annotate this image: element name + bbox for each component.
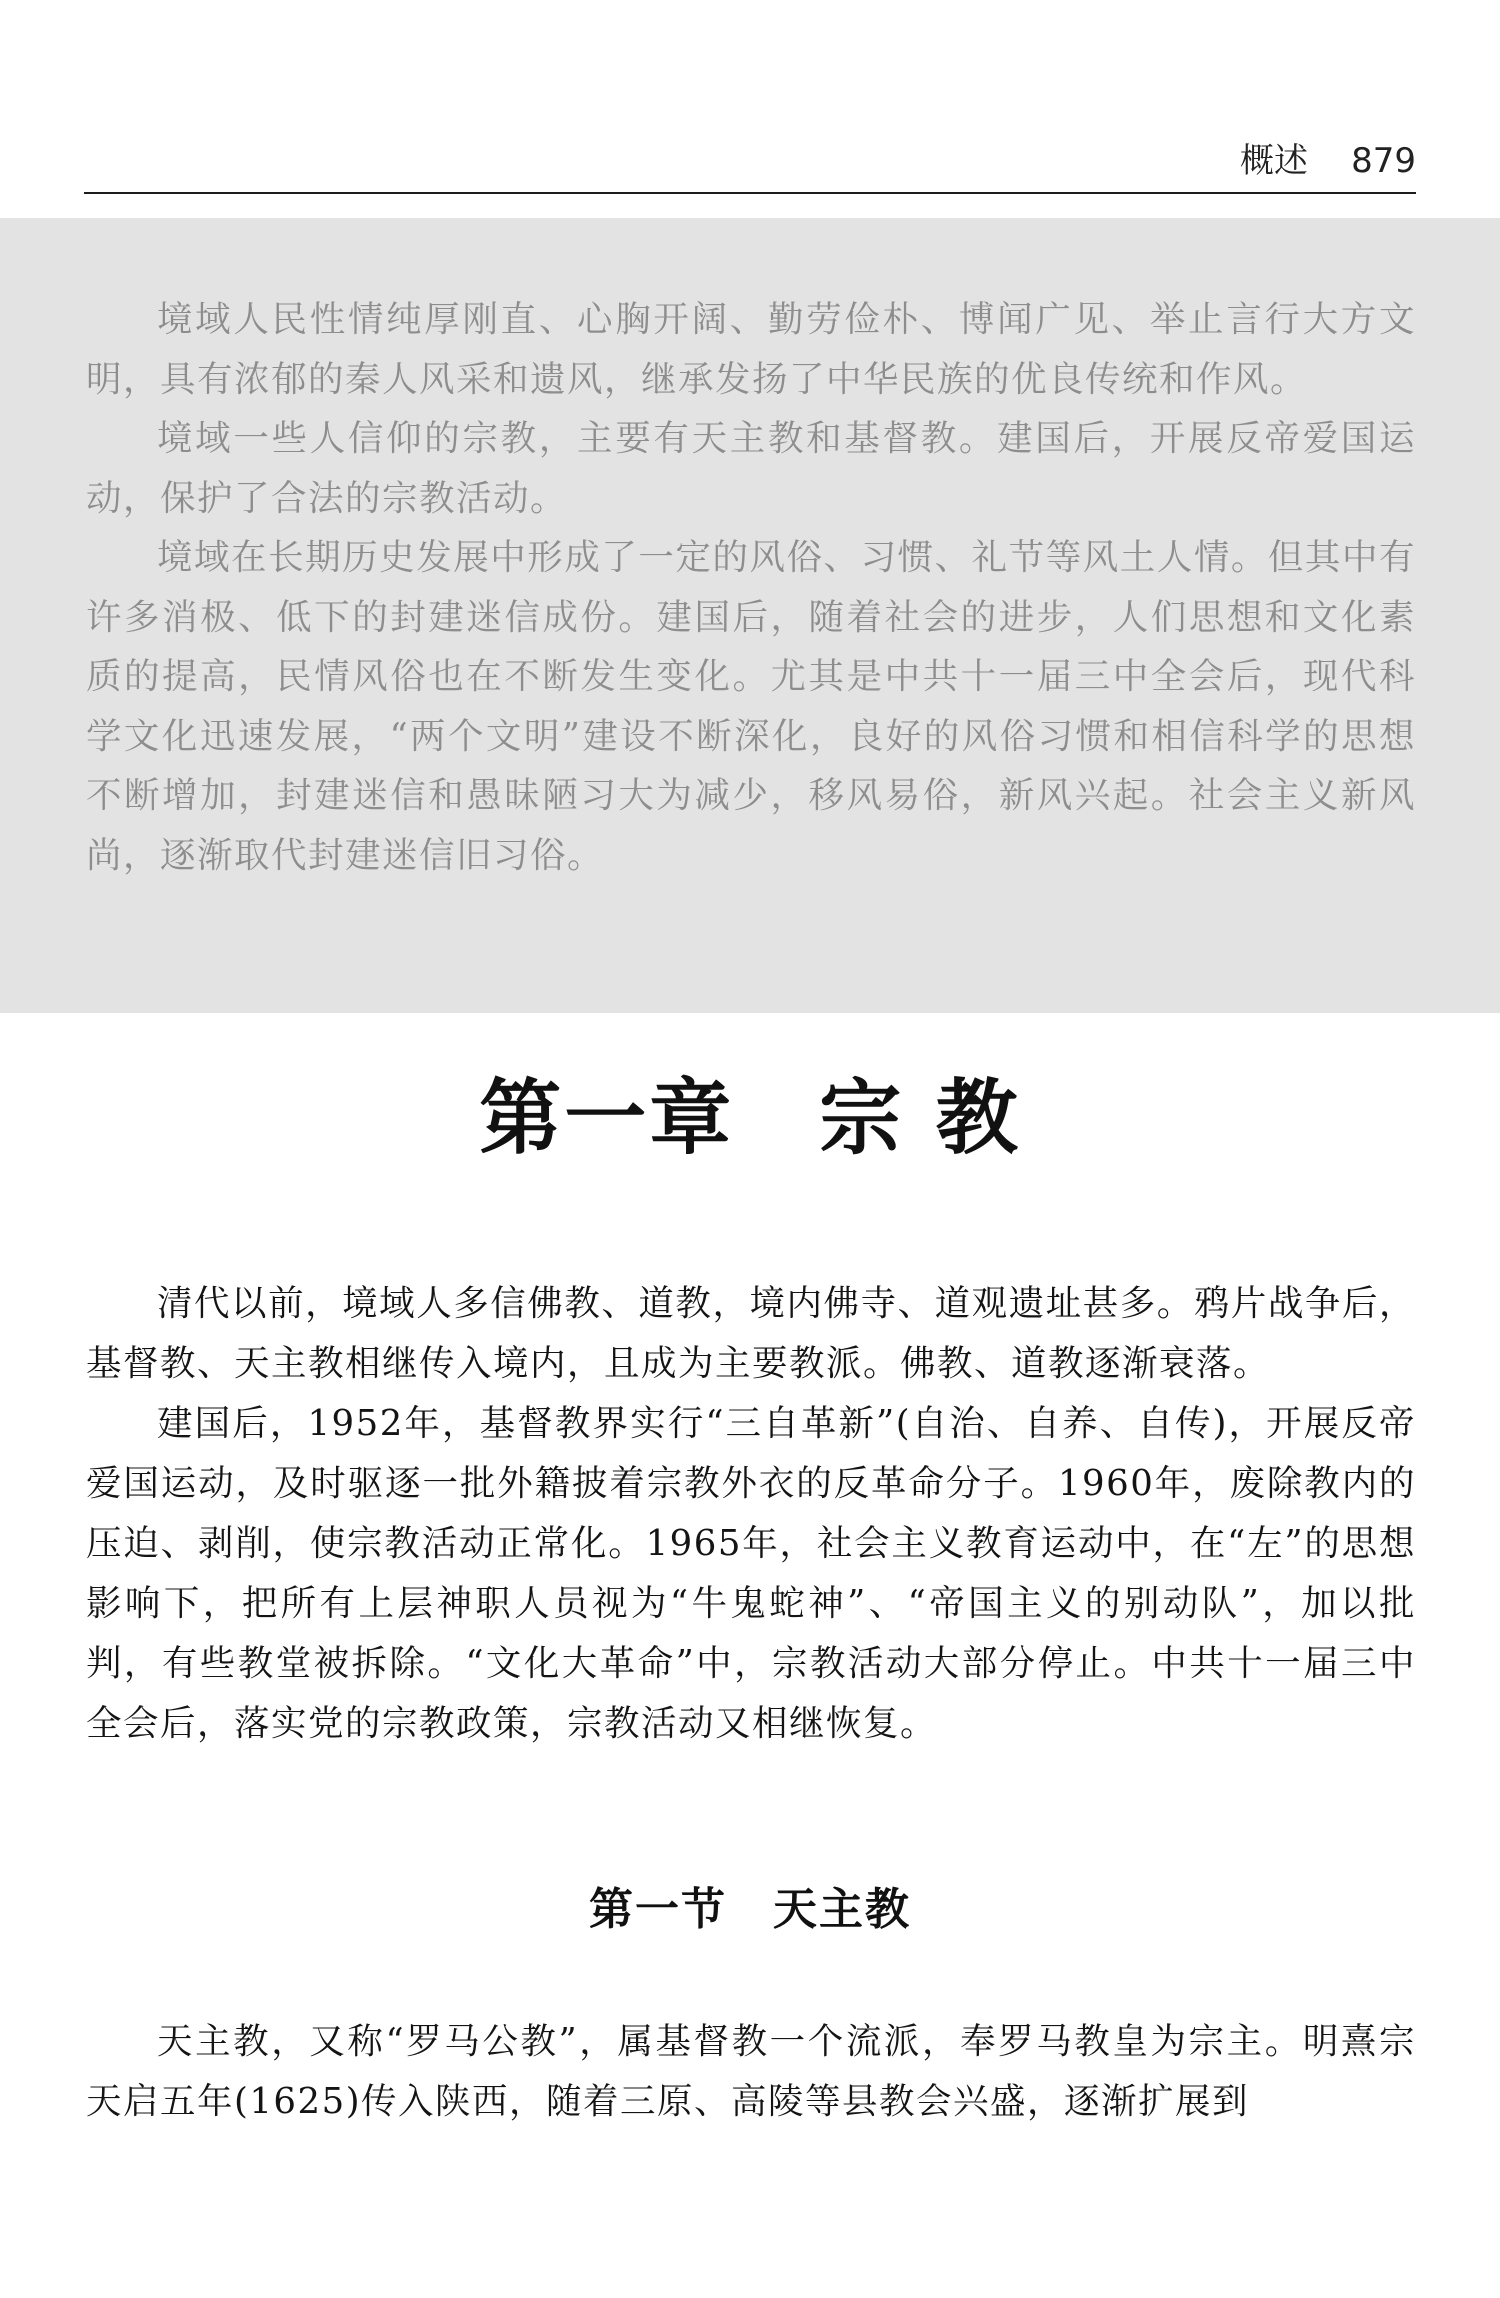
- chapter-title: 第一章 宗 教: [479, 1070, 1021, 1166]
- running-header-section: 概述: [1240, 141, 1308, 181]
- body-paragraph: 天主教，又称“罗马公教”，属基督教一个流派，奉罗马教皇为宗主。明熹宗天启五年(1625)传入陕西，随着三原、高陵等县教会兴盛，逐渐扩展到: [86, 2021, 1416, 2122]
- page-header: [84, 138, 1416, 194]
- section-body: [86, 2012, 1416, 2132]
- overview-paragraph: 境域一些人信仰的宗教，主要有天主教和基督教。建国后，开展反帝爱国运动，保护了合法的宗教活动。: [86, 418, 1416, 519]
- body-paragraph: 清代以前，境域人多信佛教、道教，境内佛寺、道观遗址甚多。鸦片战争后，基督教、天主教相继传入境内，且成为主要教派。佛教、道教逐渐衰落。: [86, 1283, 1416, 1384]
- overview-shaded-block: [0, 218, 1500, 1013]
- page-number: 879: [1351, 141, 1416, 181]
- section-title: 第一节 天主教: [589, 1884, 911, 1935]
- chapter-intro: [86, 1274, 1416, 1754]
- body-paragraph: 建国后，1952年，基督教界实行“三自革新”(自治、自养、自传)，开展反帝爱国运动，及时驱逐一批外籍披着宗教外衣的反革命分子。1960年，废除教内的压迫、剥削，使宗教活动正常化。1965年，社会主义教育运动中，在“左”的思想影响下，把所有上层神职人员视为“牛鬼蛇神”、“帝国主义的别动队”，加以批判，有些教堂被拆除。“文化大革命”中，宗教活动大部分停止。中共十一届三中全会后，落实党的宗教政策，宗教活动又相继恢复。: [86, 1403, 1416, 1744]
- overview-text: [86, 290, 1416, 885]
- overview-paragraph: 境域在长期历史发展中形成了一定的风俗、习惯、礼节等风土人情。但其中有许多消极、低下的封建迷信成份。建国后，随着社会的进步，人们思想和文化素质的提高，民情风俗也在不断发生变化。尤其是中共十一届三中全会后，现代科学文化迅速发展，“两个文明”建设不断深化，良好的风俗习惯和相信科学的思想不断增加，封建迷信和愚昧陋习大为减少，移风易俗，新风兴起。社会主义新风尚，逐渐取代封建迷信旧习俗。: [86, 537, 1416, 876]
- overview-paragraph: 境域人民性情纯厚刚直、心胸开阔、勤劳俭朴、博闻广见、举止言行大方文明，具有浓郁的秦人风采和遗风，继承发扬了中华民族的优良传统和作风。: [86, 299, 1416, 400]
